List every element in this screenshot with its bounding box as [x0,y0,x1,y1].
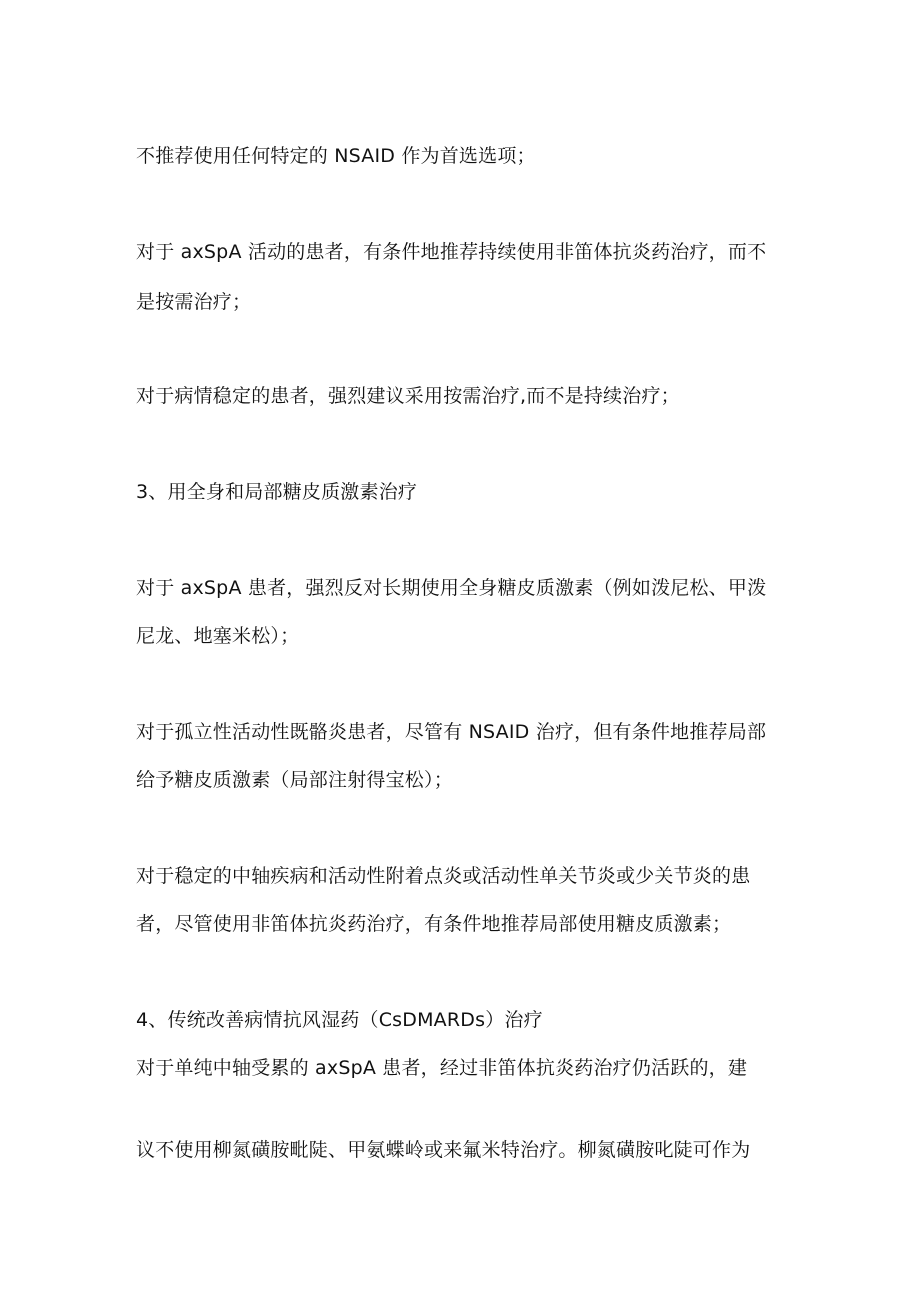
paragraph-line: 尼龙、地塞米松）； [136,625,300,647]
paragraph-line: 者，尽管使用非笛体抗炎药治疗，有条件地推荐局部使用糖皮质激素； [136,913,732,935]
paragraph-line: 对于 axSpA 患者，强烈反对长期使用全身糖皮质激素（例如泼尼松、甲泼 [136,577,767,599]
paragraph-line: 对于孤立性活动性既骼炎患者，尽管有 NSAID 治疗，但有条件地推荐局部 [136,721,767,743]
paragraph-line: 不推荐使用任何特定的 NSAID 作为首选选项； [136,145,536,167]
paragraph-line: 对于 axSpA 活动的患者，有条件地推荐持续使用非笛体抗炎药治疗，而不 [136,241,767,263]
paragraph-line: 对于稳定的中轴疾病和活动性附着点炎或活动性单关节炎或少关节炎的患 [136,865,751,887]
paragraph-line: 对于单纯中轴受累的 axSpA 患者，经过非笛体抗炎药治疗仍活跃的，建 [136,1057,748,1079]
paragraph-line: 是按需治疗； [136,291,252,313]
section-heading: 4、传统改善病情抗风湿药（CsDMARDs）治疗 [136,1009,543,1031]
paragraph-line: 对于病情稳定的患者，强烈建议采用按需治疗,而不是持续治疗； [136,385,680,407]
paragraph-line: 议不使用柳氮磺胺毗陡、甲氨蝶岭或来氟米特治疗。柳氮磺胺叱陡可作为 [136,1139,751,1161]
paragraph-line: 给予糖皮质激素（局部注射得宝松）； [136,769,453,791]
section-heading: 3、用全身和局部糖皮质激素治疗 [136,481,418,503]
